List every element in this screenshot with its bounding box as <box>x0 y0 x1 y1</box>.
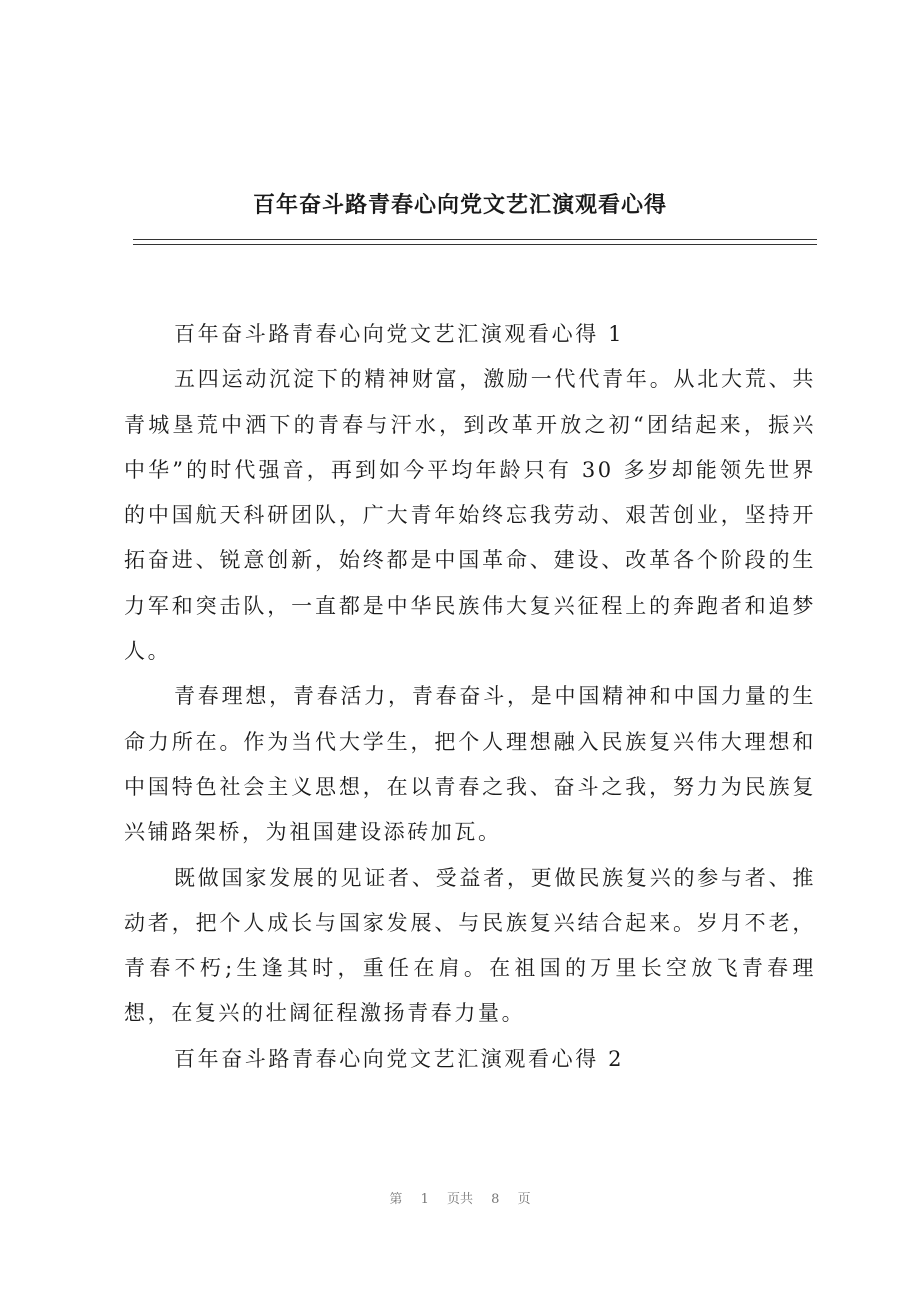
title-divider-top <box>133 239 817 240</box>
body-paragraph: 既做国家发展的见证者、受益者，更做民族复兴的参与者、推动者，把个人成长与国家发展、与民族复兴结合起来。岁月不老，青春不朽;生逢其时，重任在肩。在祖国的万里长空放飞青春理想，在复兴的壮阔征程激扬青春力量。 <box>124 865 816 1026</box>
document-body <box>124 312 816 1082</box>
footer-middle: 页共 <box>446 1192 473 1207</box>
title-divider-bottom <box>133 244 817 245</box>
page-title: 百年奋斗路青春心向党文艺汇演观看心得 <box>252 192 667 218</box>
footer-prefix: 第 <box>389 1192 403 1207</box>
footer-current-page: 1 <box>420 1192 429 1207</box>
footer-total-pages: 8 <box>491 1192 500 1207</box>
footer-suffix: 页 <box>517 1192 531 1207</box>
body-paragraph: 五四运动沉淀下的精神财富，激励一代代青年。从北大荒、共青城垦荒中洒下的青春与汗水，到改革开放之初“团结起来，振兴中华”的时代强音，再到如今平均年龄只有 30 多岁却能领先世界的中国航天科研团队，广大青年始终忘我劳动、艰苦创业，坚持开拓奋进、锐意创新，始终都是中国革命、建设、改革各个阶段的生力军和突击队，一直都是中华民族伟大复兴征程上的奔跑者和追梦人。 <box>124 367 816 664</box>
page-footer <box>0 1188 920 1207</box>
section-heading-1: 百年奋斗路青春心向党文艺汇演观看心得 1 <box>174 322 625 346</box>
body-paragraph: 青春理想，青春活力，青春奋斗，是中国精神和中国力量的生命力所在。作为当代大学生，把个人理想融入民族复兴伟大理想和中国特色社会主义思想，在以青春之我、奋斗之我，努力为民族复兴铺路架桥，为祖国建设添砖加瓦。 <box>124 684 816 845</box>
section-heading-2: 百年奋斗路青春心向党文艺汇演观看心得 2 <box>174 1046 625 1071</box>
